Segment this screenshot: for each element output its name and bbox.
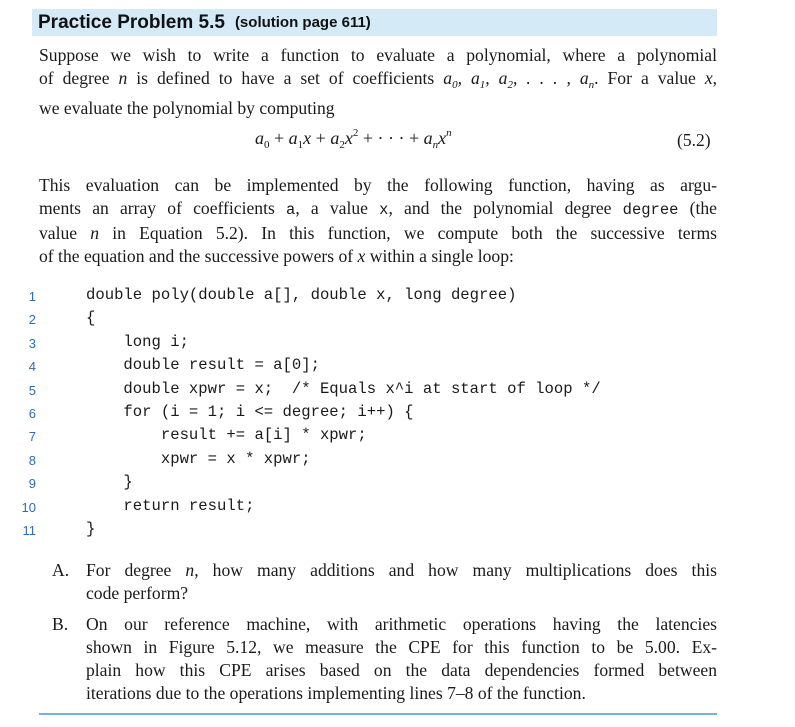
intro-paragraph bbox=[39, 44, 717, 120]
code-text: long i; bbox=[86, 332, 189, 351]
line-number: 5 bbox=[28, 382, 36, 398]
problem-title: Practice Problem 5.5 bbox=[38, 11, 225, 33]
code-line bbox=[0, 449, 795, 472]
question-b bbox=[52, 613, 717, 705]
line-number: 3 bbox=[28, 335, 36, 351]
code-text: double poly(double a[], double x, long degree) bbox=[86, 286, 517, 304]
code-text: xpwr = x * xpwr; bbox=[86, 449, 311, 468]
body-paragraph bbox=[39, 174, 717, 268]
code-text: return result; bbox=[86, 496, 255, 515]
bottom-divider bbox=[39, 713, 717, 715]
intro-line-1: Suppose we wish to write a function to evaluate a polynomial, where a polynomial bbox=[39, 45, 717, 65]
coefficients: $a_0$, $a_1$, $a_2$, . . . , $a_n$ bbox=[443, 68, 595, 91]
code-line bbox=[0, 379, 795, 402]
body-line-2: ments an array of coefficients a, a value x, and the polynomial degree degree (the bbox=[39, 198, 717, 219]
polynomial-equation: $a_0 + a_1x + a_2x^2$ + · · · + $a_nx^n$ bbox=[255, 127, 452, 151]
line-number: 6 bbox=[28, 406, 36, 421]
intro-line-3: we evaluate the polynomial by computing bbox=[39, 98, 335, 118]
question-b-label: B. bbox=[52, 614, 69, 634]
code-line bbox=[0, 425, 795, 448]
line-number: 11 bbox=[22, 523, 36, 538]
code-text: } bbox=[86, 520, 96, 538]
line-number: 2 bbox=[28, 312, 36, 328]
code-line bbox=[0, 332, 795, 355]
code-line bbox=[0, 308, 795, 331]
code-text: double xpwr = x; /* Equals x^i at start of loop */ bbox=[86, 379, 601, 398]
code-text: } bbox=[86, 473, 133, 492]
code-line bbox=[0, 402, 795, 425]
code-line bbox=[0, 519, 795, 542]
code-line bbox=[0, 285, 795, 308]
question-b-line-3: plain how this CPE arises based on the data dependencies formed between bbox=[86, 660, 717, 680]
question-a-label: A. bbox=[52, 560, 70, 580]
line-number: 7 bbox=[28, 429, 36, 445]
code-line bbox=[0, 355, 795, 378]
line-number: 4 bbox=[28, 359, 36, 375]
var-n: n bbox=[118, 68, 128, 88]
code-text: double result = a[0]; bbox=[86, 356, 320, 375]
question-b-line-2: shown in Figure 5.12, we measure the CPE for this function to be 5.00. Ex- bbox=[86, 637, 717, 657]
line-number: 8 bbox=[28, 452, 36, 468]
solution-page-ref: (solution page 611) bbox=[234, 14, 371, 31]
question-a-line-1: For degree n, how many additions and how many multiplications does this bbox=[86, 560, 717, 580]
code-text: for (i = 1; i <= degree; i++) { bbox=[86, 403, 414, 421]
question-list bbox=[52, 559, 717, 713]
code-text: { bbox=[86, 309, 96, 328]
line-number: 9 bbox=[28, 476, 36, 492]
equation-number: (5.2) bbox=[677, 130, 711, 150]
var-x: x bbox=[704, 68, 713, 88]
question-a bbox=[52, 559, 717, 605]
body-line-4: of the equation and the successive powers of x within a single loop: bbox=[39, 246, 514, 266]
question-b-line-1: On our reference machine, with arithmetic operations having the latencies bbox=[86, 614, 717, 634]
line-number: 10 bbox=[21, 499, 36, 515]
question-b-line-4: iterations due to the operations implementing lines 7–8 of the function. bbox=[86, 683, 586, 703]
question-a-line-2: code perform? bbox=[86, 583, 189, 603]
intro-line-2: of degree n is defined to have a set of coefficients $a_0$, $a_1$, $a_2$, . . . , $a_n$. For a value x, bbox=[39, 68, 718, 91]
body-line-1: This evaluation can be implemented by the following function, having as argu- bbox=[39, 175, 717, 195]
body-line-3: value n in Equation 5.2). In this function, we compute both the successive terms bbox=[39, 223, 717, 243]
code-line bbox=[0, 472, 795, 495]
problem-header bbox=[32, 9, 717, 36]
code-text: result += a[i] * xpwr; bbox=[86, 426, 367, 445]
code-line bbox=[0, 496, 795, 519]
line-number: 1 bbox=[28, 289, 36, 304]
